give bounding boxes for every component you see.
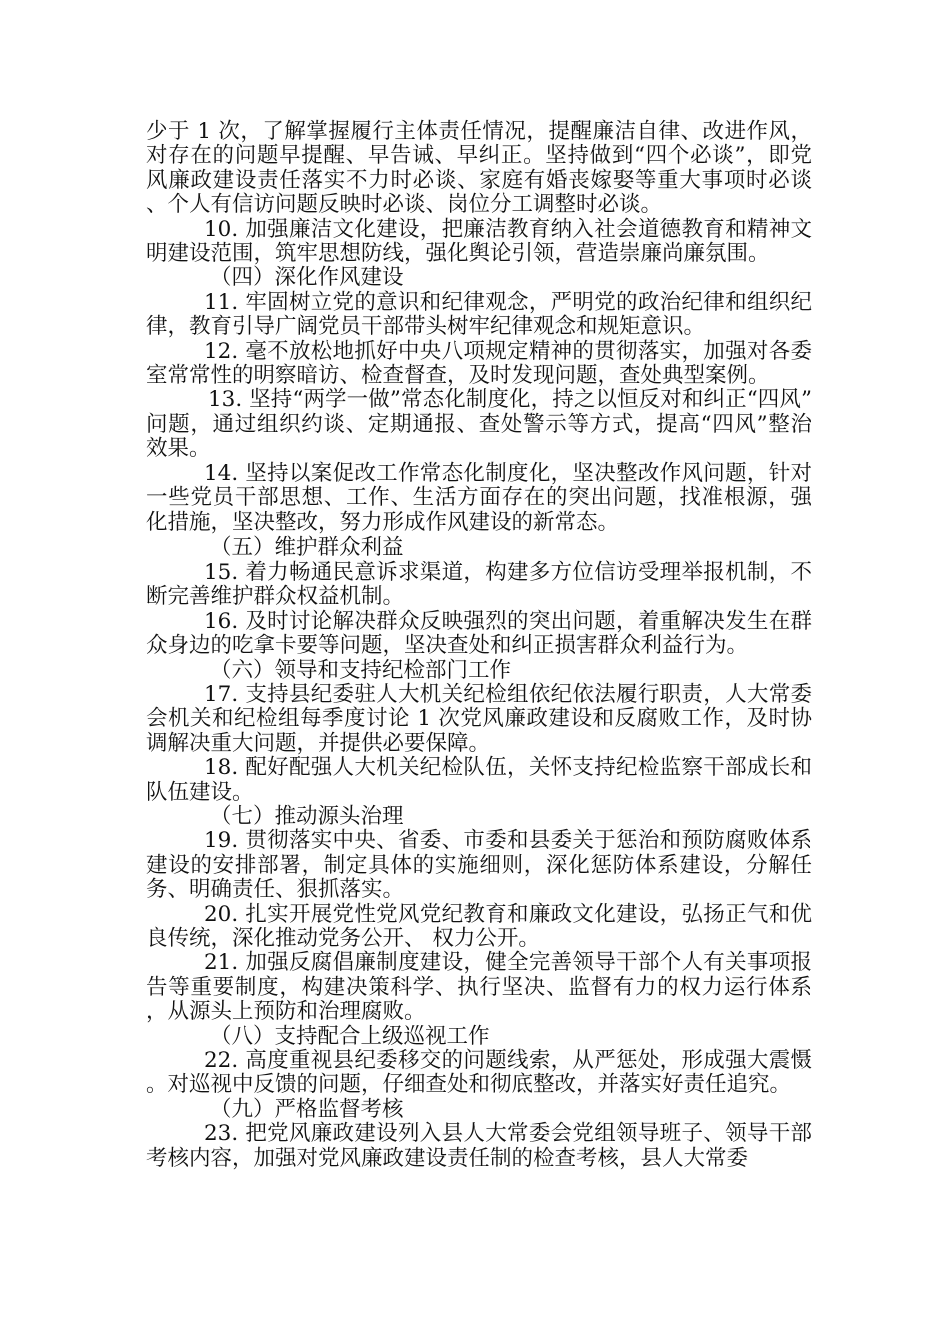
paragraph-item-18: 18. 配好配强人大机关纪检队伍，关怀支持纪检监察干部成长和队伍建设。 [146, 755, 812, 805]
paragraph-item-11: 11. 牢固树立党的意识和纪律观念，严明党的政治纪律和组织纪律，教育引导广阔党员干部带头树牢纪律观念和规矩意识。 [146, 289, 812, 340]
paragraph-item-23: 23. 把党风廉政建设列入县人大常委会党组领导班子、领导干部考核内容，加强对党风廉政建设责任制的检查考核，县人大常委 [146, 1121, 812, 1171]
paragraph-item-15: 15. 着力畅通民意诉求渠道，构建多方位信访受理举报机制，不断完善维护群众权益机制。 [146, 559, 812, 610]
paragraph-item-20: 20. 扎实开展党性党风党纪教育和廉政文化建设，弘扬正气和优良传统，深化推动党务公开、 权力公开。 [146, 901, 812, 951]
paragraph-item-21: 21. 加强反腐倡廉制度建设，健全完善领导干部个人有关事项报告等重要制度，构建决策科学、执行坚决、监督有力的权力运行体系，从源头上预防和治理腐败。 [146, 950, 812, 1025]
paragraph-item-16: 16. 及时讨论解决群众反映强烈的突出问题，着重解决发生在群众身边的吃拿卡要等问题，坚决查处和纠正损害群众利益行为。 [146, 608, 812, 659]
paragraph-item-14: 14. 坚持以案促改工作常态化制度化，坚决整改作风问题，针对一些党员干部思想、工作、生活方面存在的突出问题，找准根源，强化措施，坚决整改，努力形成作风建设的新常态。 [146, 460, 812, 535]
section-heading-8: （八）支持配合上级巡视工作 [210, 1023, 490, 1049]
paragraph-item-22: 22. 高度重视县纪委移交的问题线索，从严惩处，形成强大震慑。对巡视中反馈的问题，仔细查处和彻底整改，并落实好责任追究。 [146, 1048, 812, 1098]
section-heading-5: （五）维护群众利益 [210, 534, 404, 560]
section-heading-6: （六）领导和支持纪检部门工作 [210, 657, 512, 683]
paragraph-item-13: 13. 坚持“两学一做”常态化制度化，持之以恒反对和纠正“四风”问题，通过组织约谈、定期通报、查处警示等方式，提高“四风”整治效果。 [146, 387, 812, 462]
paragraph-item-19: 19. 贯彻落实中央、省委、市委和县委关于惩治和预防腐败体系建设的安排部署，制定具体的实施细则，深化惩防体系建设，分解任务、明确责任、狠抓落实。 [146, 828, 812, 903]
paragraph-item-12: 12. 毫不放松地抓好中央八项规定精神的贯彻落实，加强对各委室常常性的明察暗访、检查督查，及时发现问题，查处典型案例。 [146, 338, 812, 389]
paragraph-item-17: 17. 支持县纪委驻人大机关纪检组依纪依法履行职责，人大常委会机关和纪检组每季度讨论 1 次党风廉政建设和反腐败工作，及时协调解决重大问题，并提供必要保障。 [146, 681, 812, 756]
section-heading-4: （四）深化作风建设 [210, 265, 404, 291]
section-heading-7: （七）推动源头治理 [210, 803, 404, 829]
paragraph-continuation: 少于 1 次，了解掌握履行主体责任情况，提醒廉洁自律、改进作风，对存在的问题早提醒、早告诫、早纠正。坚持做到“四个必谈”，即党风廉政建设责任落实不力时必谈、家庭有婚丧嫁娶等重大事项时必谈、个人有信访问题反映时必谈、岗位分工调整时必谈。 [146, 119, 812, 218]
document-page [146, 120, 812, 1171]
section-heading-9: （九）严格监督考核 [210, 1096, 404, 1122]
paragraph-item-10: 10. 加强廉洁文化建设，把廉洁教育纳入社会道德教育和精神文明建设范围，筑牢思想防线，强化舆论引领，营造崇廉尚廉氛围。 [146, 216, 812, 267]
